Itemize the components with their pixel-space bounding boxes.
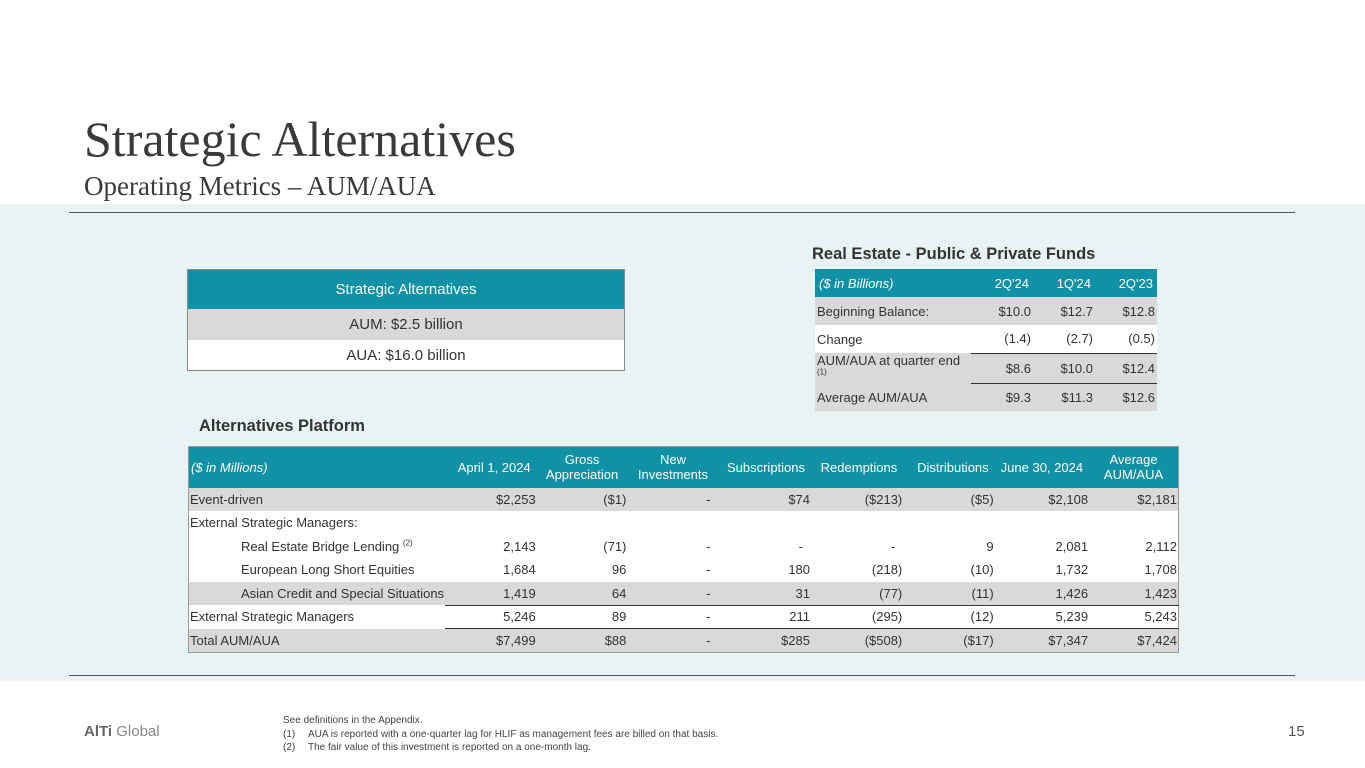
page-subtitle: Operating Metrics – AUM/AUA xyxy=(84,171,436,201)
cell: (11) xyxy=(903,582,994,606)
footnote-number: (1) xyxy=(283,728,296,740)
cell: $2,108 xyxy=(995,488,1089,512)
logo-bold: AlTi xyxy=(84,723,113,740)
cell: $11.3 xyxy=(1033,383,1095,411)
cell: 1,426 xyxy=(995,582,1089,606)
bottom-divider xyxy=(69,675,1295,676)
cell: (0.5) xyxy=(1095,325,1157,353)
row-label: Average AUM/AUA xyxy=(815,383,971,411)
cell: - xyxy=(811,535,903,559)
cell: 31 xyxy=(719,582,811,606)
cell: 5,246 xyxy=(445,605,537,629)
table-row xyxy=(815,353,1157,383)
header-line: Average xyxy=(1109,452,1158,468)
alt-col-header: Distributions xyxy=(903,447,994,488)
cell: 2,143 xyxy=(445,535,537,559)
alt-col-header xyxy=(627,447,718,488)
cell: $12.8 xyxy=(1095,297,1157,325)
summary-aum: AUM: $2.5 billion xyxy=(188,309,624,340)
header-line: Appreciation xyxy=(545,467,619,483)
cell: - xyxy=(627,629,718,653)
cell: $9.3 xyxy=(971,383,1033,411)
cell xyxy=(719,511,811,535)
row-label: Asian Credit and Special Situations xyxy=(189,582,446,606)
alt-col-header: Redemptions xyxy=(811,447,903,488)
cell: - xyxy=(719,535,811,559)
cell xyxy=(811,511,903,535)
cell: - xyxy=(627,605,718,629)
cell: $12.7 xyxy=(1033,297,1095,325)
cell: 96 xyxy=(537,558,628,582)
alt-col-header: Subscriptions xyxy=(719,447,811,488)
footnote xyxy=(283,741,718,755)
footnote-text: AUA is reported with a one-quarter lag for HLIF as management fees are billed on that basis. xyxy=(308,728,719,740)
table-row xyxy=(815,325,1157,353)
cell: - xyxy=(627,558,718,582)
alt-col-header xyxy=(537,447,628,488)
cell: 1,732 xyxy=(995,558,1089,582)
cell: 9 xyxy=(903,535,994,559)
row-label: External Strategic Managers xyxy=(189,605,446,629)
cell xyxy=(537,511,628,535)
row-label: Event-driven xyxy=(189,488,446,512)
alt-col-header xyxy=(1089,447,1178,488)
footnote-ref: (2) xyxy=(402,538,413,548)
cell: 5,243 xyxy=(1089,605,1178,629)
row-label xyxy=(189,535,446,559)
cell: $8.6 xyxy=(971,353,1033,383)
cell: (1.4) xyxy=(971,325,1033,353)
cell: - xyxy=(627,582,718,606)
header-line: Investments xyxy=(637,467,708,483)
strategic-alternatives-summary xyxy=(187,269,625,371)
cell: (77) xyxy=(811,582,903,606)
cell: (295) xyxy=(811,605,903,629)
table-row xyxy=(189,511,1179,535)
table-row xyxy=(189,605,1179,629)
top-divider xyxy=(69,212,1295,213)
footnote-text: The fair value of this investment is reported on a one-month lag. xyxy=(308,742,591,753)
summary-title: Strategic Alternatives xyxy=(188,270,624,309)
cell: $10.0 xyxy=(971,297,1033,325)
cell: $10.0 xyxy=(1033,353,1095,383)
cell: ($1) xyxy=(537,488,628,512)
real-estate-table xyxy=(815,269,1157,411)
footnotes xyxy=(283,714,718,755)
cell: 1,708 xyxy=(1089,558,1178,582)
row-label: Change xyxy=(815,325,971,353)
row-label-text: Real Estate Bridge Lending xyxy=(241,538,400,554)
cell: 64 xyxy=(537,582,628,606)
footnote xyxy=(283,728,718,742)
cell: 1,684 xyxy=(445,558,537,582)
page-title: Strategic Alternatives xyxy=(84,111,516,167)
row-label-text: AUM/AUA at quarter end xyxy=(817,353,961,368)
cell: $74 xyxy=(719,488,811,512)
cell xyxy=(445,511,537,535)
cell: $12.6 xyxy=(1095,383,1157,411)
row-label xyxy=(815,353,971,383)
alternatives-header-row xyxy=(189,447,1179,488)
cell: ($5) xyxy=(903,488,994,512)
summary-aua: AUA: $16.0 billion xyxy=(346,347,466,364)
cell: (71) xyxy=(537,535,628,559)
re-unit-label: ($ in Billions) xyxy=(815,269,971,297)
footnote-text: See definitions in the Appendix. xyxy=(283,715,423,726)
company-logo xyxy=(84,723,160,740)
footnote xyxy=(283,714,718,728)
logo-text: Global xyxy=(116,723,160,740)
cell: 180 xyxy=(719,558,811,582)
table-row xyxy=(189,535,1179,559)
alternatives-table xyxy=(188,446,1179,653)
cell: 1,419 xyxy=(445,582,537,606)
header-line: AUM/AUA xyxy=(1103,467,1164,483)
cell: ($17) xyxy=(903,629,994,653)
re-col-header: 2Q'23 xyxy=(1095,269,1157,297)
footnote-number: (2) xyxy=(283,742,296,753)
row-label: Total AUM/AUA xyxy=(189,629,446,653)
header-line: New xyxy=(659,452,686,468)
table-row xyxy=(189,558,1179,582)
cell: - xyxy=(627,535,718,559)
cell: (2.7) xyxy=(1033,325,1095,353)
cell: 2,081 xyxy=(995,535,1089,559)
alt-col-header: April 1, 2024 xyxy=(445,447,537,488)
table-row xyxy=(815,383,1157,411)
cell: 89 xyxy=(537,605,628,629)
cell: - xyxy=(627,488,718,512)
cell xyxy=(995,511,1089,535)
real-estate-header-row xyxy=(815,269,1157,297)
cell: $7,424 xyxy=(1089,629,1178,653)
cell: $88 xyxy=(537,629,628,653)
table-row xyxy=(189,629,1179,653)
cell: ($213) xyxy=(811,488,903,512)
row-label: European Long Short Equities xyxy=(189,558,446,582)
page-number: 15 xyxy=(1288,723,1305,740)
alt-col-header: June 30, 2024 xyxy=(995,447,1089,488)
alt-unit-label: ($ in Millions) xyxy=(189,447,446,488)
cell: 2,112 xyxy=(1089,535,1178,559)
cell: $7,347 xyxy=(995,629,1089,653)
cell: (218) xyxy=(811,558,903,582)
real-estate-heading: Real Estate - Public & Private Funds xyxy=(812,245,1096,263)
cell: (12) xyxy=(903,605,994,629)
footnote-ref: (1) xyxy=(817,367,827,377)
re-col-header: 2Q'24 xyxy=(971,269,1033,297)
cell xyxy=(1089,511,1178,535)
cell: $2,181 xyxy=(1089,488,1178,512)
cell: $285 xyxy=(719,629,811,653)
cell: $7,499 xyxy=(445,629,537,653)
cell: $12.4 xyxy=(1095,353,1157,383)
cell xyxy=(903,511,994,535)
cell: 5,239 xyxy=(995,605,1089,629)
cell: 1,423 xyxy=(1089,582,1178,606)
cell: 211 xyxy=(719,605,811,629)
alternatives-heading: Alternatives Platform xyxy=(199,417,365,435)
cell: (10) xyxy=(903,558,994,582)
table-row xyxy=(815,297,1157,325)
cell xyxy=(627,511,718,535)
header-line: Gross xyxy=(564,452,600,468)
table-row xyxy=(189,488,1179,512)
cell: $2,253 xyxy=(445,488,537,512)
cell: ($508) xyxy=(811,629,903,653)
row-label: Beginning Balance: xyxy=(815,297,971,325)
row-label: External Strategic Managers: xyxy=(189,511,446,535)
re-col-header: 1Q'24 xyxy=(1033,269,1095,297)
table-row xyxy=(189,582,1179,606)
